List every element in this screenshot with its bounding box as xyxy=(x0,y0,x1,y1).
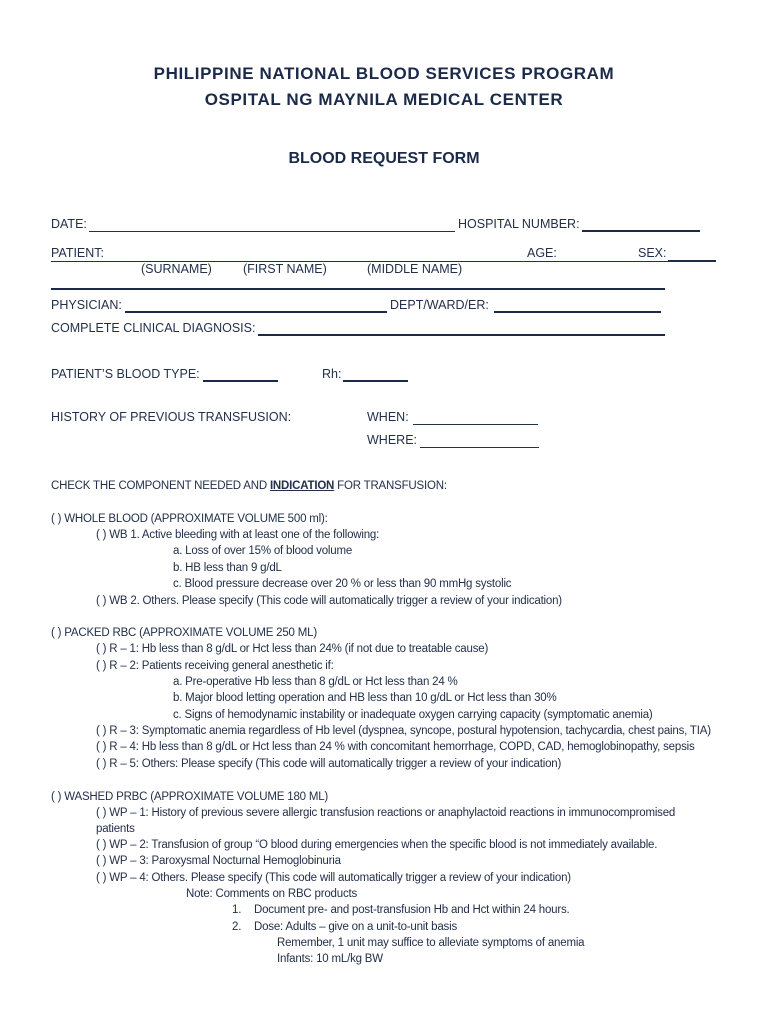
date-label: DATE: xyxy=(51,217,87,231)
where-label: WHERE: xyxy=(367,433,417,447)
wb1-checkbox[interactable]: ( ) WB 1. Active bleeding with at least one of the following: xyxy=(96,529,380,541)
physician-field[interactable] xyxy=(125,311,387,313)
wb1c-text: c. Blood pressure decrease over 20 % or less than 90 mmHg systolic xyxy=(173,578,512,590)
diagnosis-field[interactable] xyxy=(258,334,665,336)
rh-field[interactable] xyxy=(343,380,408,382)
r4-checkbox[interactable]: ( ) R – 4: Hb less than 8 g/dL or Hct less than 24 % with concomitant hemorrhage, COPD, CAD, hemoglobinopathy, sepsis xyxy=(96,741,695,753)
note1-text: Document pre- and post-transfusion Hb and Hct within 24 hours. xyxy=(254,904,570,916)
hospital-number-field[interactable] xyxy=(582,230,700,232)
surname-caption: (SURNAME) xyxy=(141,262,212,276)
dept-field[interactable] xyxy=(494,311,661,313)
whole-blood-checkbox[interactable]: ( ) WHOLE BLOOD (APPROXIMATE VOLUME 500 ml): xyxy=(51,513,328,525)
age-label: AGE: xyxy=(527,246,557,260)
note-heading: Note: Comments on RBC products xyxy=(186,888,358,900)
r2c-text: c. Signs of hemodynamic instability or inadequate oxygen carrying capacity (symptomatic anemia) xyxy=(173,709,653,721)
dept-label: DEPT/WARD/ER: xyxy=(390,298,489,312)
note2b-text: Infants: 10 mL/kg BW xyxy=(277,953,383,965)
hospital-title: OSPITAL NG MAYNILA MEDICAL CENTER xyxy=(204,90,564,109)
instruction-emphasis: INDICATION xyxy=(269,480,335,492)
packed-rbc-checkbox[interactable]: ( ) PACKED RBC (APPROXIMATE VOLUME 250 ML) xyxy=(51,627,317,639)
patient-label: PATIENT: xyxy=(51,246,105,260)
washed-prbc-checkbox[interactable]: ( ) WASHED PRBC (APPROXIMATE VOLUME 180 ML) xyxy=(51,791,329,803)
rh-label: Rh: xyxy=(322,367,342,381)
where-field[interactable] xyxy=(420,447,539,448)
blood-type-label: PATIENT’S BLOOD TYPE: xyxy=(51,367,200,381)
note1-number: 1. xyxy=(232,904,242,916)
diagnosis-label: COMPLETE CLINICAL DIAGNOSIS: xyxy=(51,321,256,335)
r2-checkbox[interactable]: ( ) R – 2: Patients receiving general anesthetic if: xyxy=(96,660,334,672)
form-title: BLOOD REQUEST FORM xyxy=(288,150,480,167)
wp4-checkbox[interactable]: ( ) WP – 4: Others. Please specify (This code will automatically trigger a review of your indication) xyxy=(96,872,571,884)
middle-name-caption: (MIDDLE NAME) xyxy=(367,262,463,276)
r2a-text: a. Pre-operative Hb less than 8 g/dL or Hct less than 24 % xyxy=(173,676,458,688)
r3-checkbox[interactable]: ( ) R – 3: Symptomatic anemia regardless of Hb level (dyspnea, syncope, postural hypotension, tachycardia, chest pains, TIA) xyxy=(96,725,711,737)
wb1b-text: b. HB less than 9 g/dL xyxy=(173,562,282,574)
wp3-checkbox[interactable]: ( ) WP – 3: Paroxysmal Nocturnal Hemoglobinuria xyxy=(96,855,341,867)
r5-checkbox[interactable]: ( ) R – 5: Others: Please specify (This code will automatically trigger a review of your indication) xyxy=(96,758,562,770)
first-name-caption: (FIRST NAME) xyxy=(243,262,327,276)
r1-checkbox[interactable]: ( ) R – 1: Hb less than 8 g/dL or Hct less than 24% (if not due to treatable cause) xyxy=(96,643,489,655)
note2-text: Dose: Adults – give on a unit-to-unit basis xyxy=(254,921,457,933)
wb1a-text: a. Loss of over 15% of blood volume xyxy=(173,545,353,557)
wp2-checkbox[interactable]: ( ) WP – 2: Transfusion of group “O blood during emergencies when the specific blood is not immediately available. xyxy=(96,839,658,851)
blood-type-field[interactable] xyxy=(203,380,278,382)
note2a-text: Remember, 1 unit may suffice to alleviate symptoms of anemia xyxy=(277,937,585,949)
physician-label: PHYSICIAN: xyxy=(51,298,122,312)
instruction-text: CHECK THE COMPONENT NEEDED AND INDICATION FOR TRANSFUSION: xyxy=(51,480,447,492)
wb2-checkbox[interactable]: ( ) WB 2. Others. Please specify (This code will automatically trigger a review of your indication) xyxy=(96,595,562,607)
history-label: HISTORY OF PREVIOUS TRANSFUSION: xyxy=(51,410,292,424)
sex-label: SEX: xyxy=(638,246,667,260)
wp1-checkbox[interactable]: ( ) WP – 1: History of previous severe allergic transfusion reactions or anaphylactoid reactions in immunocompromised xyxy=(96,807,676,819)
when-field[interactable] xyxy=(413,424,538,425)
patient-name-line[interactable] xyxy=(51,288,665,290)
date-field[interactable] xyxy=(89,231,455,232)
when-label: WHEN: xyxy=(367,410,409,424)
program-title: PHILIPPINE NATIONAL BLOOD SERVICES PROGRAM xyxy=(153,64,615,83)
note2-number: 2. xyxy=(232,921,242,933)
r2b-text: b. Major blood letting operation and HB less than 10 g/dL or Hct less than 30% xyxy=(173,692,557,704)
hospital-number-label: HOSPITAL NUMBER: xyxy=(458,217,580,231)
wp1-continuation: patients xyxy=(96,823,135,835)
